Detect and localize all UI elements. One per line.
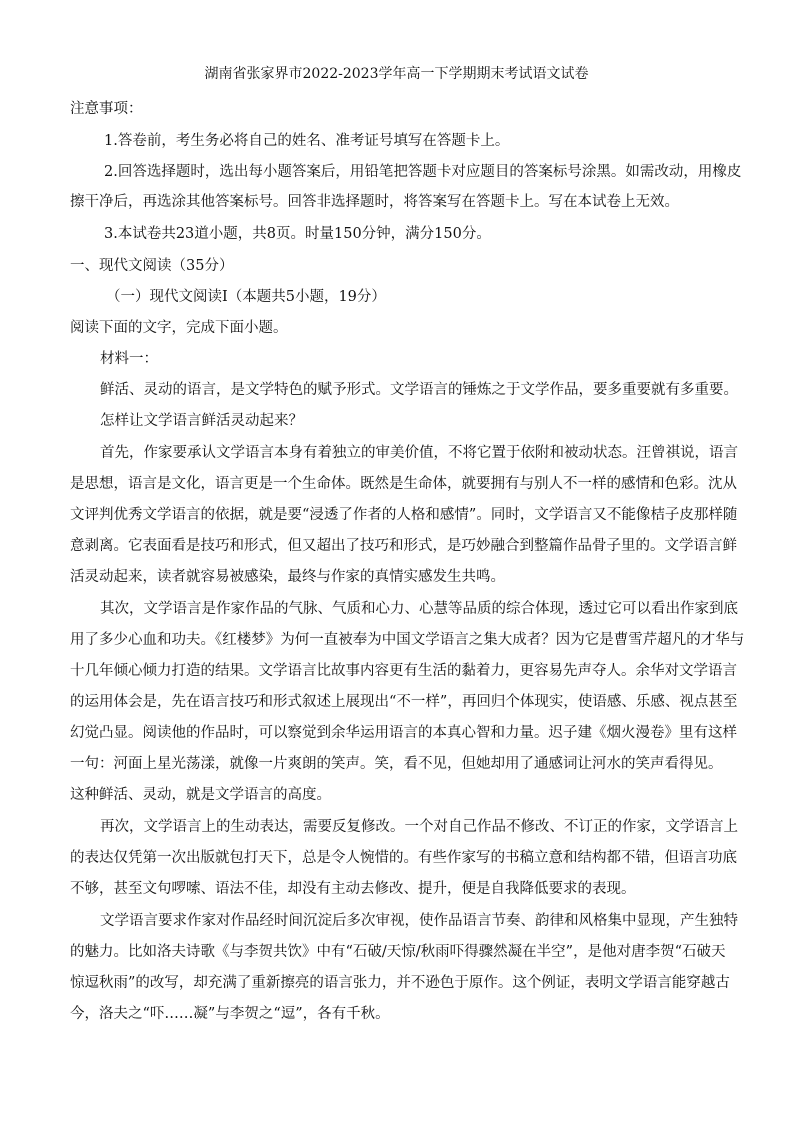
paragraph-3-line: 意剥离。它表面看是技巧和形式，但又超出了技巧和形式，是巧妙融合到整篇作品骨子里的。文学语言鲜: [70, 538, 737, 554]
paragraph-3-line: 文评判优秀文学语言的依据，就是要“浸透了作者的人格和感情”。同时，文学语言又不能像桔子皮那样随: [70, 507, 738, 523]
paragraph-3-line: 首先，作家要承认文学语言本身有着独立的审美价值，不将它置于依附和被动状态。汪曾祺说，语言: [100, 445, 738, 461]
paragraph-2: 怎样让文学语言鲜活灵动起来？: [100, 413, 303, 429]
paragraph-4-line: 的运用体会是，先在语言技巧和形式叙述上展现出“不一样”，再回归个体现实，使语感、乐感、视点甚至: [70, 694, 738, 710]
paragraph-6-line: 今，洛夫之“吓……凝”与李贺之“逗”，各有千秋。: [70, 1006, 390, 1022]
paragraph-5-line: 再次，文学语言上的生动表达，需要反复修改。一个对自己作品不修改、不订正的作家，文学语言上: [100, 819, 738, 835]
paragraph-4-line: 其次，文学语言是作家作品的气脉、气质和心力、心慧等品质的综合体现，透过它可以看出作家到底: [100, 601, 738, 617]
notice-item-2-line-2: 擦干净后，再选涂其他答案标号。回答非选择题时，将答案写在答题卡上。写在本试卷上无效。: [70, 194, 679, 210]
section-heading: 一、现代文阅读（35分）: [70, 258, 234, 274]
reading-instruction: 阅读下面的文字，完成下面小题。: [70, 320, 288, 336]
paragraph-6-line: 的魅力。比如洛夫诗歌《与李贺共饮》中有“石破/天惊/秋雨吓得骤然凝在半空”，是他对唐李贺“石破天: [70, 944, 726, 960]
paragraph-5-line: 的表达仅凭第一次出版就包打天下，总是令人惋惜的。有些作家写的书稿立意和结构都不错，但语言功底: [70, 850, 737, 866]
subsection-heading: （一）现代文阅读Ⅰ（本题共5小题，19分）: [106, 289, 386, 305]
paragraph-1: 鲜活、灵动的语言，是文学特色的赋予形式。文学语言的锤炼之于文学作品，要多重要就有多重要。: [100, 382, 738, 398]
paragraph-6-line: 惊逗秋雨”的改写，却充满了重新擦亮的语言张力，并不逊色于原作。这个例证，表明文学语言能穿越古: [70, 975, 730, 991]
paragraph-4-line: 十几年倾心倾力打造的结果。文学语言比故事内容更有生活的黏着力，更容易先声夺人。余华对文学语言: [70, 663, 737, 679]
paragraph-4-line: 用了多少心血和功夫。《红楼梦》为何一直被奉为中国文学语言之集大成者？因为它是曹雪芹超凡的才华与: [70, 632, 745, 648]
paragraph-3-line: 活灵动起来，读者就容易被感染，最终与作家的真情实感发生共鸣。: [70, 569, 505, 585]
notice-item-1: 1.答卷前，考生务必将自己的姓名、准考证号填写在答题卡上。: [104, 133, 510, 149]
paragraph-5-line: 不够，甚至文句啰嗦、语法不佳，却没有主动去修改、提升，便是自我降低要求的表现。: [70, 881, 636, 897]
paragraph-4-line: 一句：河面上星光荡漾，就像一片爽朗的笑声。笑，看不见，但她却用了通感词让河水的笑声看得见。: [70, 756, 723, 772]
paragraph-4-line: 幻觉凸显。阅读他的作品时，可以察觉到余华运用语言的本真心智和力量。迟子建《烟火漫卷》里有这样: [70, 725, 737, 741]
notice-heading: 注意事项：: [70, 101, 143, 117]
exam-title: 湖南省张家界市2022-2023学年高一下学期期末考试语文试卷: [204, 66, 589, 82]
paragraph-3-line: 是思想，语言是文化，语言更是一个生命体。既然是生命体，就要拥有与别人不一样的感情和色彩。沈从: [70, 476, 737, 492]
notice-item-3: 3.本试卷共23道小题，共8页。时量150分钟，满分150分。: [104, 226, 491, 242]
paragraph-4-line: 这种鲜活、灵动，就是文学语言的高度。: [70, 787, 331, 803]
material-label: 材料一：: [100, 351, 158, 367]
notice-item-2-line-1: 2.回答选择题时，选出每小题答案后，用铅笔把答题卡对应题目的答案标号涂黑。如需改动，用橡皮: [104, 164, 742, 180]
paragraph-6-line: 文学语言要求作家对作品经时间沉淀后多次审视，使作品语言节奏、韵律和风格集中显现，产生独特: [100, 913, 738, 929]
